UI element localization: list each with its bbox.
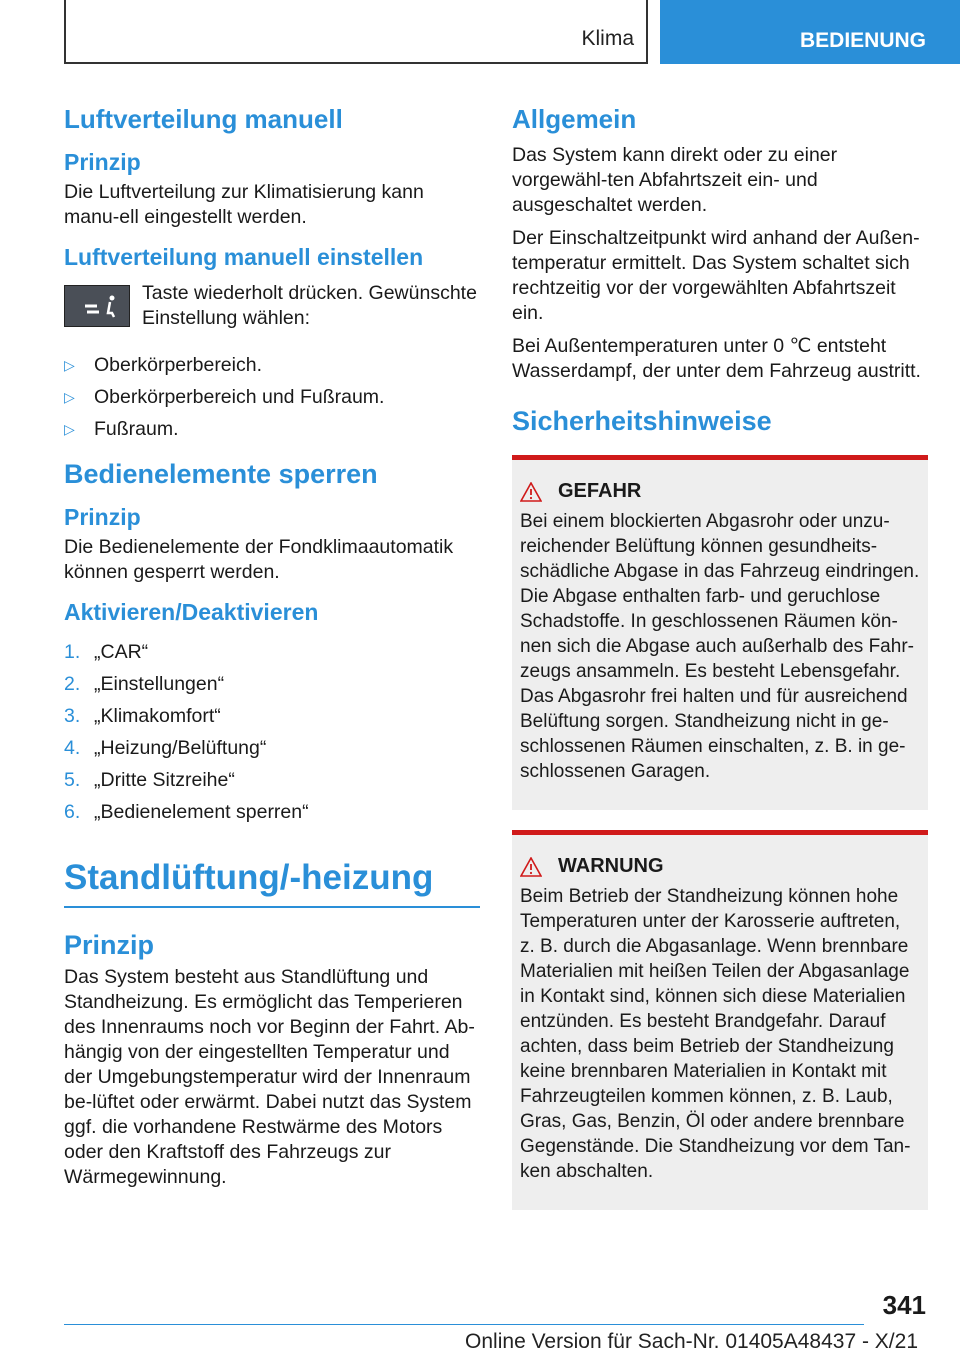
list-item: 5. „Dritte Sitzreihe“ xyxy=(64,769,235,791)
paragraph-prinzip: Die Luftverteilung zur Klimatisierung kann manu-ell eingestellt werden. xyxy=(64,181,424,228)
danger-heading xyxy=(520,480,920,503)
page-number: 341 xyxy=(882,1290,926,1320)
footer-online-version[interactable]: Online Version für Sach-Nr. 01405A48437 - X/21 xyxy=(465,1330,918,1353)
paragraph-allgemein-3: Bei Außentemperaturen unter 0 ℃ entsteht Wasserdampf, der unter dem Fahrzeug austritt. xyxy=(512,335,921,382)
list-item: 4. „Heizung/Belüftung“ xyxy=(64,737,267,759)
heading-einstellen: Luftverteilung manuell einstellen xyxy=(64,244,424,270)
list-item: 3. „Klimakomfort“ xyxy=(64,705,221,727)
list-item: 2. „Einstellungen“ xyxy=(64,673,225,695)
paragraph-prinzip-standheizung: Das System besteht aus Standlüftung und Standheizung. Es ermöglicht das Temperieren des Innenraums noch vor Beginn der Fahrt. Ab-hängig von der eingestellten Temperatur und der Umgebungstemperatur wird der Innenraum be-lüftet oder erwärmt. Dabei nutzt das System ggf. die vorhandene Restwärme des Motors oder den Kraftstoff des Fahrzeugs zur Wärmegewinnung. xyxy=(64,966,475,1188)
heading-prinzip: Prinzip xyxy=(64,504,141,530)
footer-rule xyxy=(64,1324,864,1325)
danger-text: Bei einem blockierten Abgasrohr oder unzu-reichender Belüftung können gesundheits-schädliche Abgase in das Fahrzeug eindringen. Die Abgase enthalten farb- und geruchlose Schadstoffe. In geschlossenen Räumen kön-nen sich die Abgase auch außerhalb des Fahr-zeugs ansammeln. Es besteht Lebensgefahr. Das Abgasrohr frei halten und für ausreichend Belüftung sorgen. Standheizung nicht in ge-schlossenen Räumen einschalten, z. B. in ge-schlossenen Garagen. xyxy=(520,511,920,782)
list-item: 1. „CAR“ xyxy=(64,641,149,663)
paragraph-taste: Taste wiederholt drücken. Gewünschte Einstellung wählen: xyxy=(142,282,477,329)
warning-triangle-icon xyxy=(520,857,542,877)
warning-text: Beim Betrieb der Standheizung können hohe Temperaturen unter der Karosserie auftreten, z. B. durch die Abgasanlage. Wenn brennbare Materialien mit heißen Teilen der Abgasanlage in Kontakt sind, können sich diese Materialien entzünden. Es besteht Brandgefahr. Darauf achten, dass beim Betrieb der Standheizung keine brennbaren Materialien in Kontakt mit Fahrzeugteilen kommen können, z. B. Laub, Gras, Gas, Benzin, Öl oder andere brennbare Gegenstände. Die Standheizung vor dem Tan-ken abschalten. xyxy=(520,886,911,1182)
right-column xyxy=(512,96,928,1210)
warning-box xyxy=(512,830,928,1210)
list-item: ▷ Oberkörperbereich und Fußraum. xyxy=(64,381,480,413)
list-item: ▷ Fußraum. xyxy=(64,413,480,445)
option-list xyxy=(64,349,480,445)
section-heading-rule xyxy=(64,858,480,908)
warning-title: WARNUNG xyxy=(558,855,664,877)
chapter-tab-label: BEDIENUNG xyxy=(799,29,926,52)
list-item: ▷ Oberkörperbereich. xyxy=(64,349,480,381)
heading-standlueftung: Standlüftung/-heizung xyxy=(64,858,434,897)
button-instruction xyxy=(64,281,480,339)
list-item: 6. „Bedienelement sperren“ xyxy=(64,801,309,823)
paragraph-prinzip-sperren: Die Bedienelemente der Fondklimaautomatik können gesperrt werden. xyxy=(64,536,454,583)
danger-title: GEFAHR xyxy=(558,480,642,502)
triangle-bullet-icon: ▷ xyxy=(64,389,75,405)
paragraph-allgemein-2: Der Einschaltzeitpunkt wird anhand der Außen-temperatur ermittelt. Das System schaltet sich rechtzeitig vor der vorgewählten Abfahrtszeit ein. xyxy=(512,227,920,324)
paragraph-allgemein-1: Das System kann direkt oder zu einer vorgewähl-ten Abfahrtszeit ein- und ausgeschaltet werden. xyxy=(512,144,838,216)
heading-bedienelemente-sperren: Bedienelemente sperren xyxy=(64,459,378,489)
heading-sicherheitshinweise: Sicherheitshinweise xyxy=(512,406,772,436)
warning-triangle-icon xyxy=(520,482,542,502)
air-distribution-button-icon xyxy=(64,285,130,327)
left-column xyxy=(64,96,480,1198)
heading-allgemein: Allgemein xyxy=(512,104,637,134)
danger-box xyxy=(512,455,928,810)
heading-luftverteilung-manuell: Luftverteilung manuell xyxy=(64,104,343,134)
chapter-tab[interactable] xyxy=(660,0,960,64)
header-box xyxy=(64,0,648,64)
heading-aktivieren: Aktivieren/Deaktivieren xyxy=(64,599,319,625)
section-title: Klima xyxy=(581,27,634,50)
step-list xyxy=(64,636,480,828)
heading-prinzip: Prinzip xyxy=(64,930,155,960)
triangle-bullet-icon: ▷ xyxy=(64,421,75,437)
triangle-bullet-icon: ▷ xyxy=(64,357,75,373)
heading-prinzip: Prinzip xyxy=(64,149,141,175)
warning-heading xyxy=(520,855,920,878)
